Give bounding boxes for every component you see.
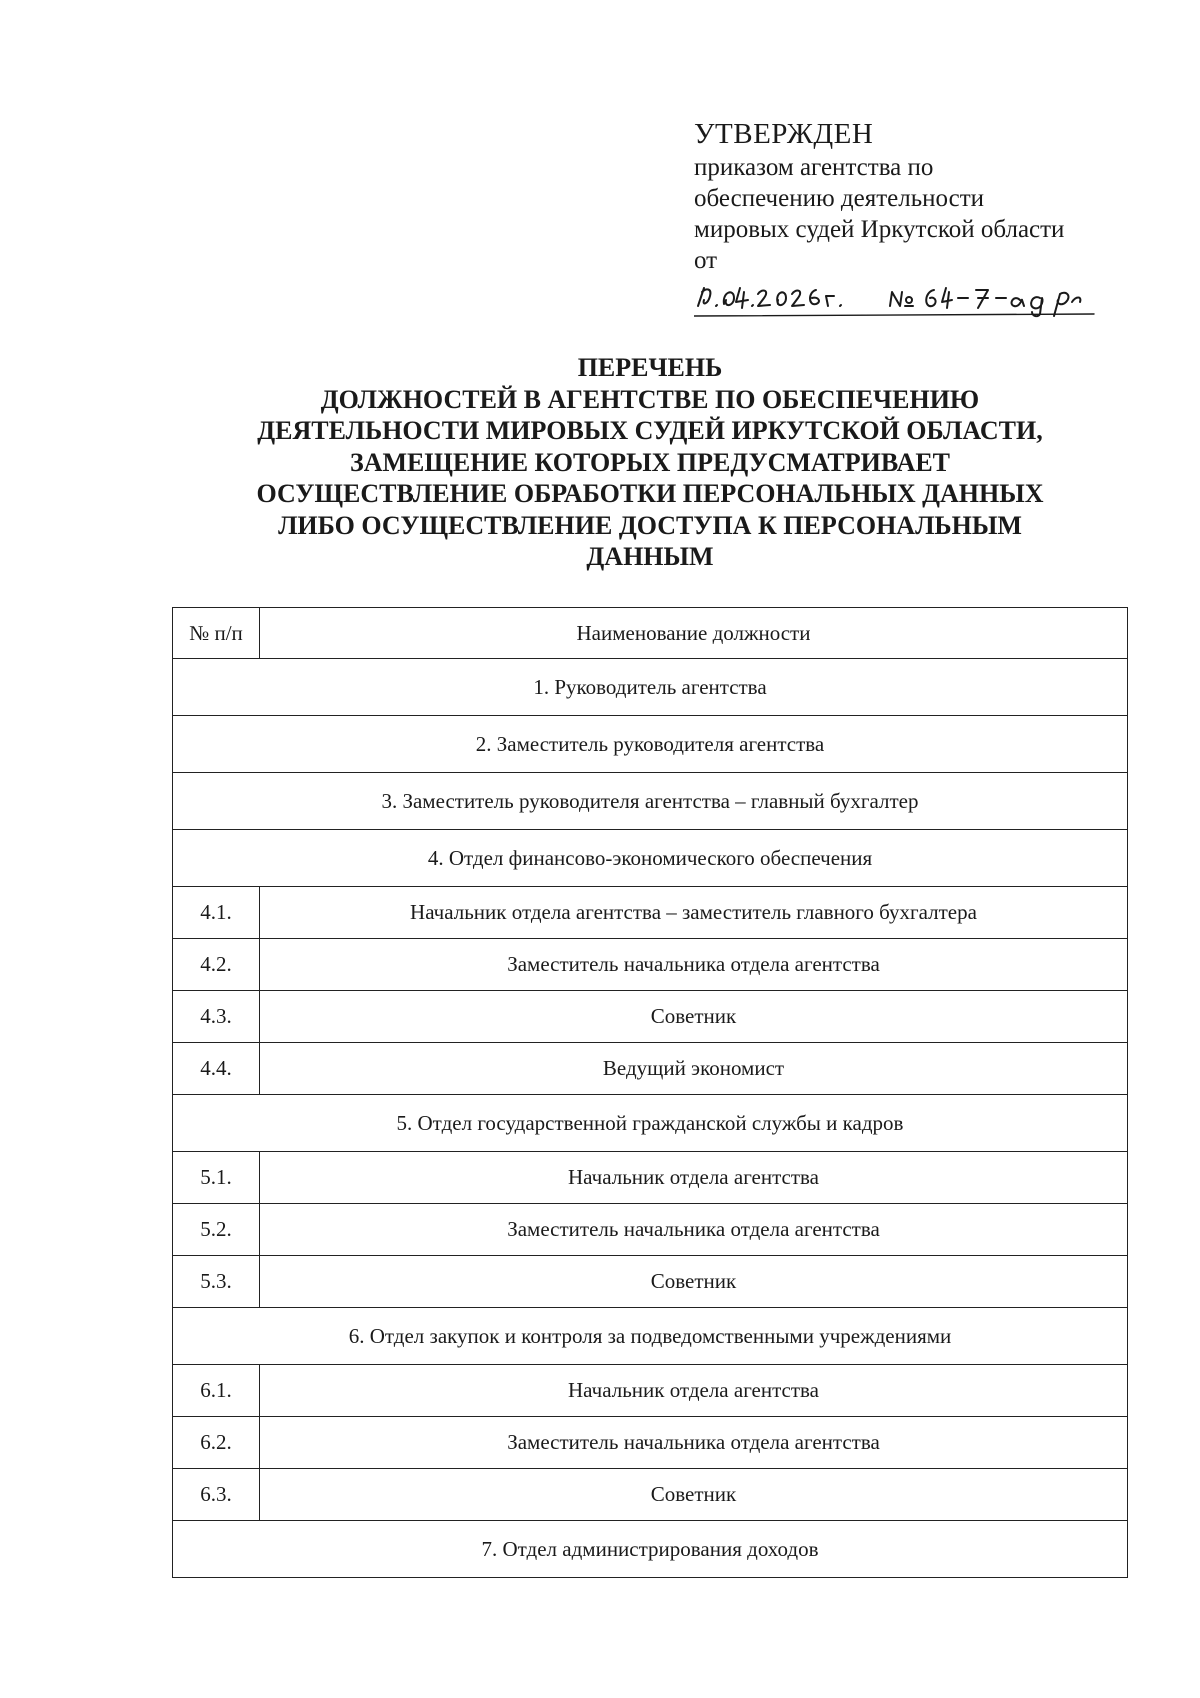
- approval-line: мировых судей Иркутской области: [694, 216, 1065, 243]
- table-section-row: [173, 830, 1128, 887]
- row-number: 4.2.: [173, 939, 260, 991]
- table-section-row: [173, 1308, 1128, 1365]
- title-line: ДОЛЖНОСТЕЙ В АГЕНТСТВЕ ПО ОБЕСПЕЧЕНИЮ: [320, 384, 980, 414]
- table-row: [173, 1043, 1128, 1095]
- title-line: ЛИБО ОСУЩЕСТВЛЕНИЕ ДОСТУПА К ПЕРСОНАЛЬНЫМ: [278, 510, 1022, 540]
- position-name: Заместитель начальника отдела агентства: [260, 1204, 1128, 1256]
- section-title: 1. Руководитель агентства: [173, 659, 1128, 716]
- position-name: Советник: [260, 1469, 1128, 1521]
- section-title: 6. Отдел закупок и контроля за подведомственными учреждениями: [173, 1308, 1128, 1365]
- approval-line: от: [694, 247, 718, 274]
- table-header-row: [173, 608, 1128, 659]
- position-name: Начальник отдела агентства – заместитель главного бухгалтера: [260, 887, 1128, 939]
- table-row: [173, 1417, 1128, 1469]
- section-title: 4. Отдел финансово-экономического обеспечения: [173, 830, 1128, 887]
- section-title: 3. Заместитель руководителя агентства – главный бухгалтер: [173, 773, 1128, 830]
- row-number: 6.1.: [173, 1365, 260, 1417]
- table-row: [173, 1204, 1128, 1256]
- table-section-row: [173, 716, 1128, 773]
- approval-block: [694, 116, 1164, 318]
- row-number: 5.3.: [173, 1256, 260, 1308]
- row-number: 4.3.: [173, 991, 260, 1043]
- table-row: [173, 887, 1128, 939]
- row-number: 6.3.: [173, 1469, 260, 1521]
- row-number: 4.1.: [173, 887, 260, 939]
- header-name: Наименование должности: [260, 608, 1128, 659]
- position-name: Начальник отдела агентства: [260, 1365, 1128, 1417]
- positions-table: [172, 607, 1128, 1578]
- table-section-row: [173, 773, 1128, 830]
- position-name: Ведущий экономист: [260, 1043, 1128, 1095]
- title-line: ОСУЩЕСТВЛЕНИЕ ОБРАБОТКИ ПЕРСОНАЛЬНЫХ ДАННЫХ: [256, 479, 1044, 508]
- approval-line: обеспечению деятельности: [694, 185, 985, 212]
- table-row: [173, 1256, 1128, 1308]
- section-title: 2. Заместитель руководителя агентства: [173, 716, 1128, 773]
- row-number: 5.1.: [173, 1152, 260, 1204]
- table-row: [173, 939, 1128, 991]
- position-name: Начальник отдела агентства: [260, 1152, 1128, 1204]
- title-line: ДЕЯТЕЛЬНОСТИ МИРОВЫХ СУДЕЙ ИРКУТСКОЙ ОБЛАСТИ,: [257, 416, 1043, 445]
- table-section-row: [173, 1095, 1128, 1152]
- handwriting-signature-icon: [694, 278, 1114, 318]
- table-row: [173, 991, 1128, 1043]
- position-name: Заместитель начальника отдела агентства: [260, 939, 1128, 991]
- table-section-row: [173, 659, 1128, 716]
- title-line: ПЕРЕЧЕНЬ: [577, 353, 723, 382]
- title-line: ЗАМЕЩЕНИЕ КОТОРЫХ ПРЕДУСМАТРИВАЕТ: [349, 447, 951, 477]
- position-name: Советник: [260, 1256, 1128, 1308]
- table-row: [173, 1152, 1128, 1204]
- row-number: 4.4.: [173, 1043, 260, 1095]
- table-row: [173, 1469, 1128, 1521]
- position-name: Заместитель начальника отдела агентства: [260, 1417, 1128, 1469]
- table-section-row: [173, 1521, 1128, 1578]
- handwritten-date-number: [694, 278, 1114, 318]
- section-title: 7. Отдел администрирования доходов: [173, 1521, 1128, 1578]
- section-title: 5. Отдел государственной гражданской службы и кадров: [173, 1095, 1128, 1152]
- row-number: 5.2.: [173, 1204, 260, 1256]
- header-num: № п/п: [173, 608, 260, 659]
- document-title: [200, 352, 1100, 573]
- approval-heading: УТВЕРЖДЕН: [694, 118, 874, 150]
- table-row: [173, 1365, 1128, 1417]
- row-number: 6.2.: [173, 1417, 260, 1469]
- title-line: ДАННЫМ: [586, 542, 714, 571]
- approval-line: приказом агентства по: [694, 154, 934, 181]
- position-name: Советник: [260, 991, 1128, 1043]
